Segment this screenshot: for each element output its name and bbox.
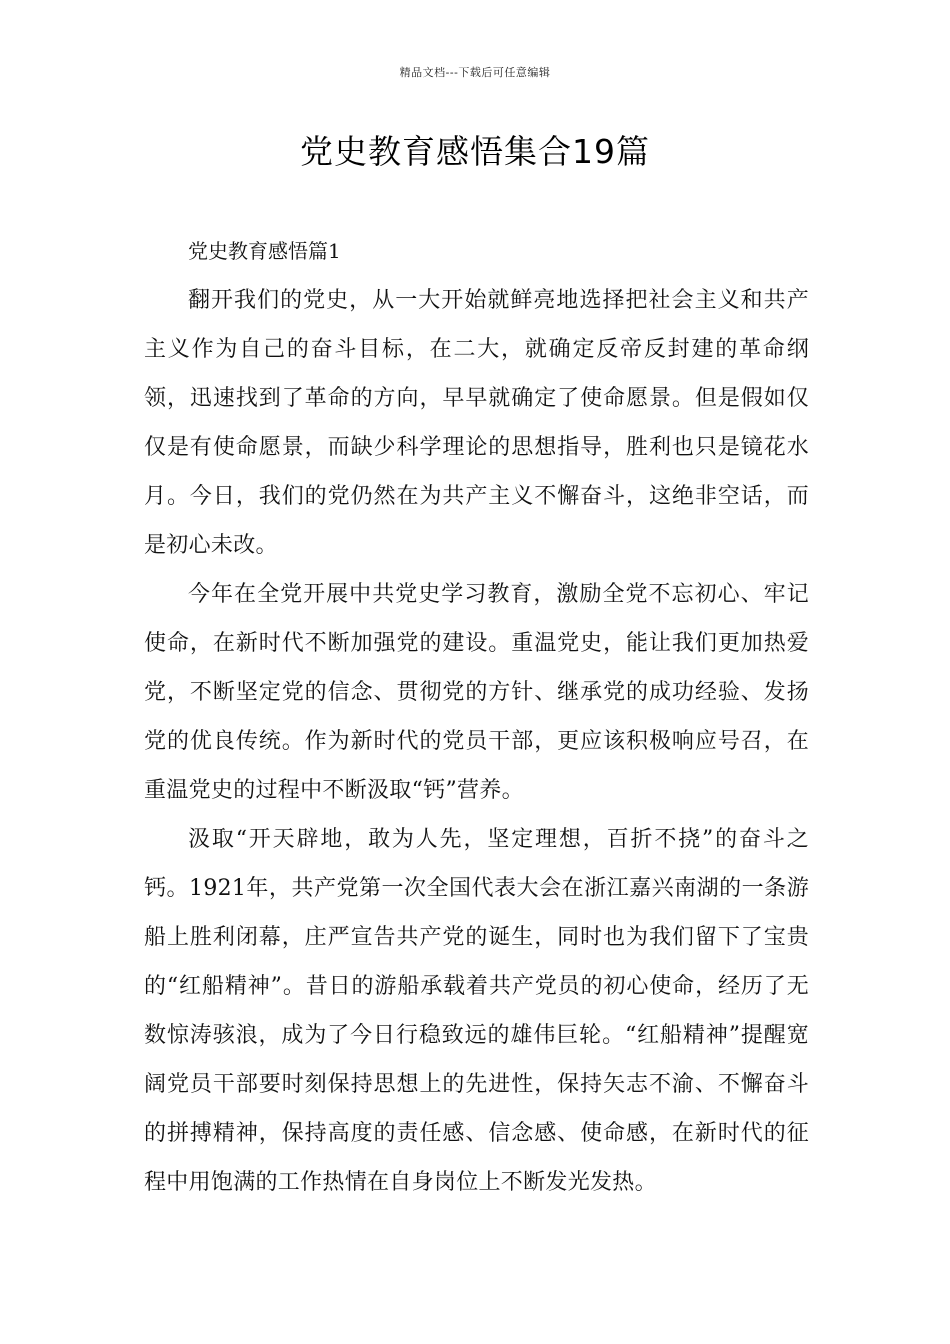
document-body [144,227,809,1207]
paragraph-1: 翻开我们的党史，从一大开始就鲜亮地选择把社会主义和共产主义作为自己的奋斗目标，在二大，就确定反帝反封建的革命纲领，迅速找到了革命的方向，早早就确定了使命愿景。但是假如仅仅是有使命愿景，而缺少科学理论的思想指导，胜利也只是镜花水月。今日，我们的党仍然在为共产主义不懈奋斗，这绝非空话，而是初心未改。 [144,288,809,558]
paragraph-2: 今年在全党开展中共党史学习教育，激励全党不忘初心、牢记使命，在新时代不断加强党的建设。重温党史，能让我们更加热爱党，不断坚定党的信念、贯彻党的方针、继承党的成功经验、发扬党的优良传统。作为新时代的党员干部，更应该积极响应号召，在重温党史的过程中不断汲取“钙”营养。 [144,582,809,803]
page-header: 精品文档---下载后可任意编辑 [399,66,551,79]
paragraph-3: 汲取“开天辟地，敢为人先，坚定理想，百折不挠”的奋斗之钙。1921年，共产党第一次全国代表大会在浙江嘉兴南湖的一条游船上胜利闭幕，庄严宣告共产党的诞生，同时也为我们留下了宝贵的“红船精神”。昔日的游船承载着共产党员的初心使命，经历了无数惊涛骇浪，成为了今日行稳致远的雄伟巨轮。“红船精神”提醒宽阔党员干部要时刻保持思想上的先进性，保持矢志不渝、不懈奋斗的拼搏精神，保持高度的责任感、信念感、使命感，在新时代的征程中用饱满的工作热情在自身岗位上不断发光发热。 [144,827,809,1195]
section-heading: 党史教育感悟篇1 [188,239,341,263]
document-title: 党史教育感悟集合19篇 [300,132,650,171]
